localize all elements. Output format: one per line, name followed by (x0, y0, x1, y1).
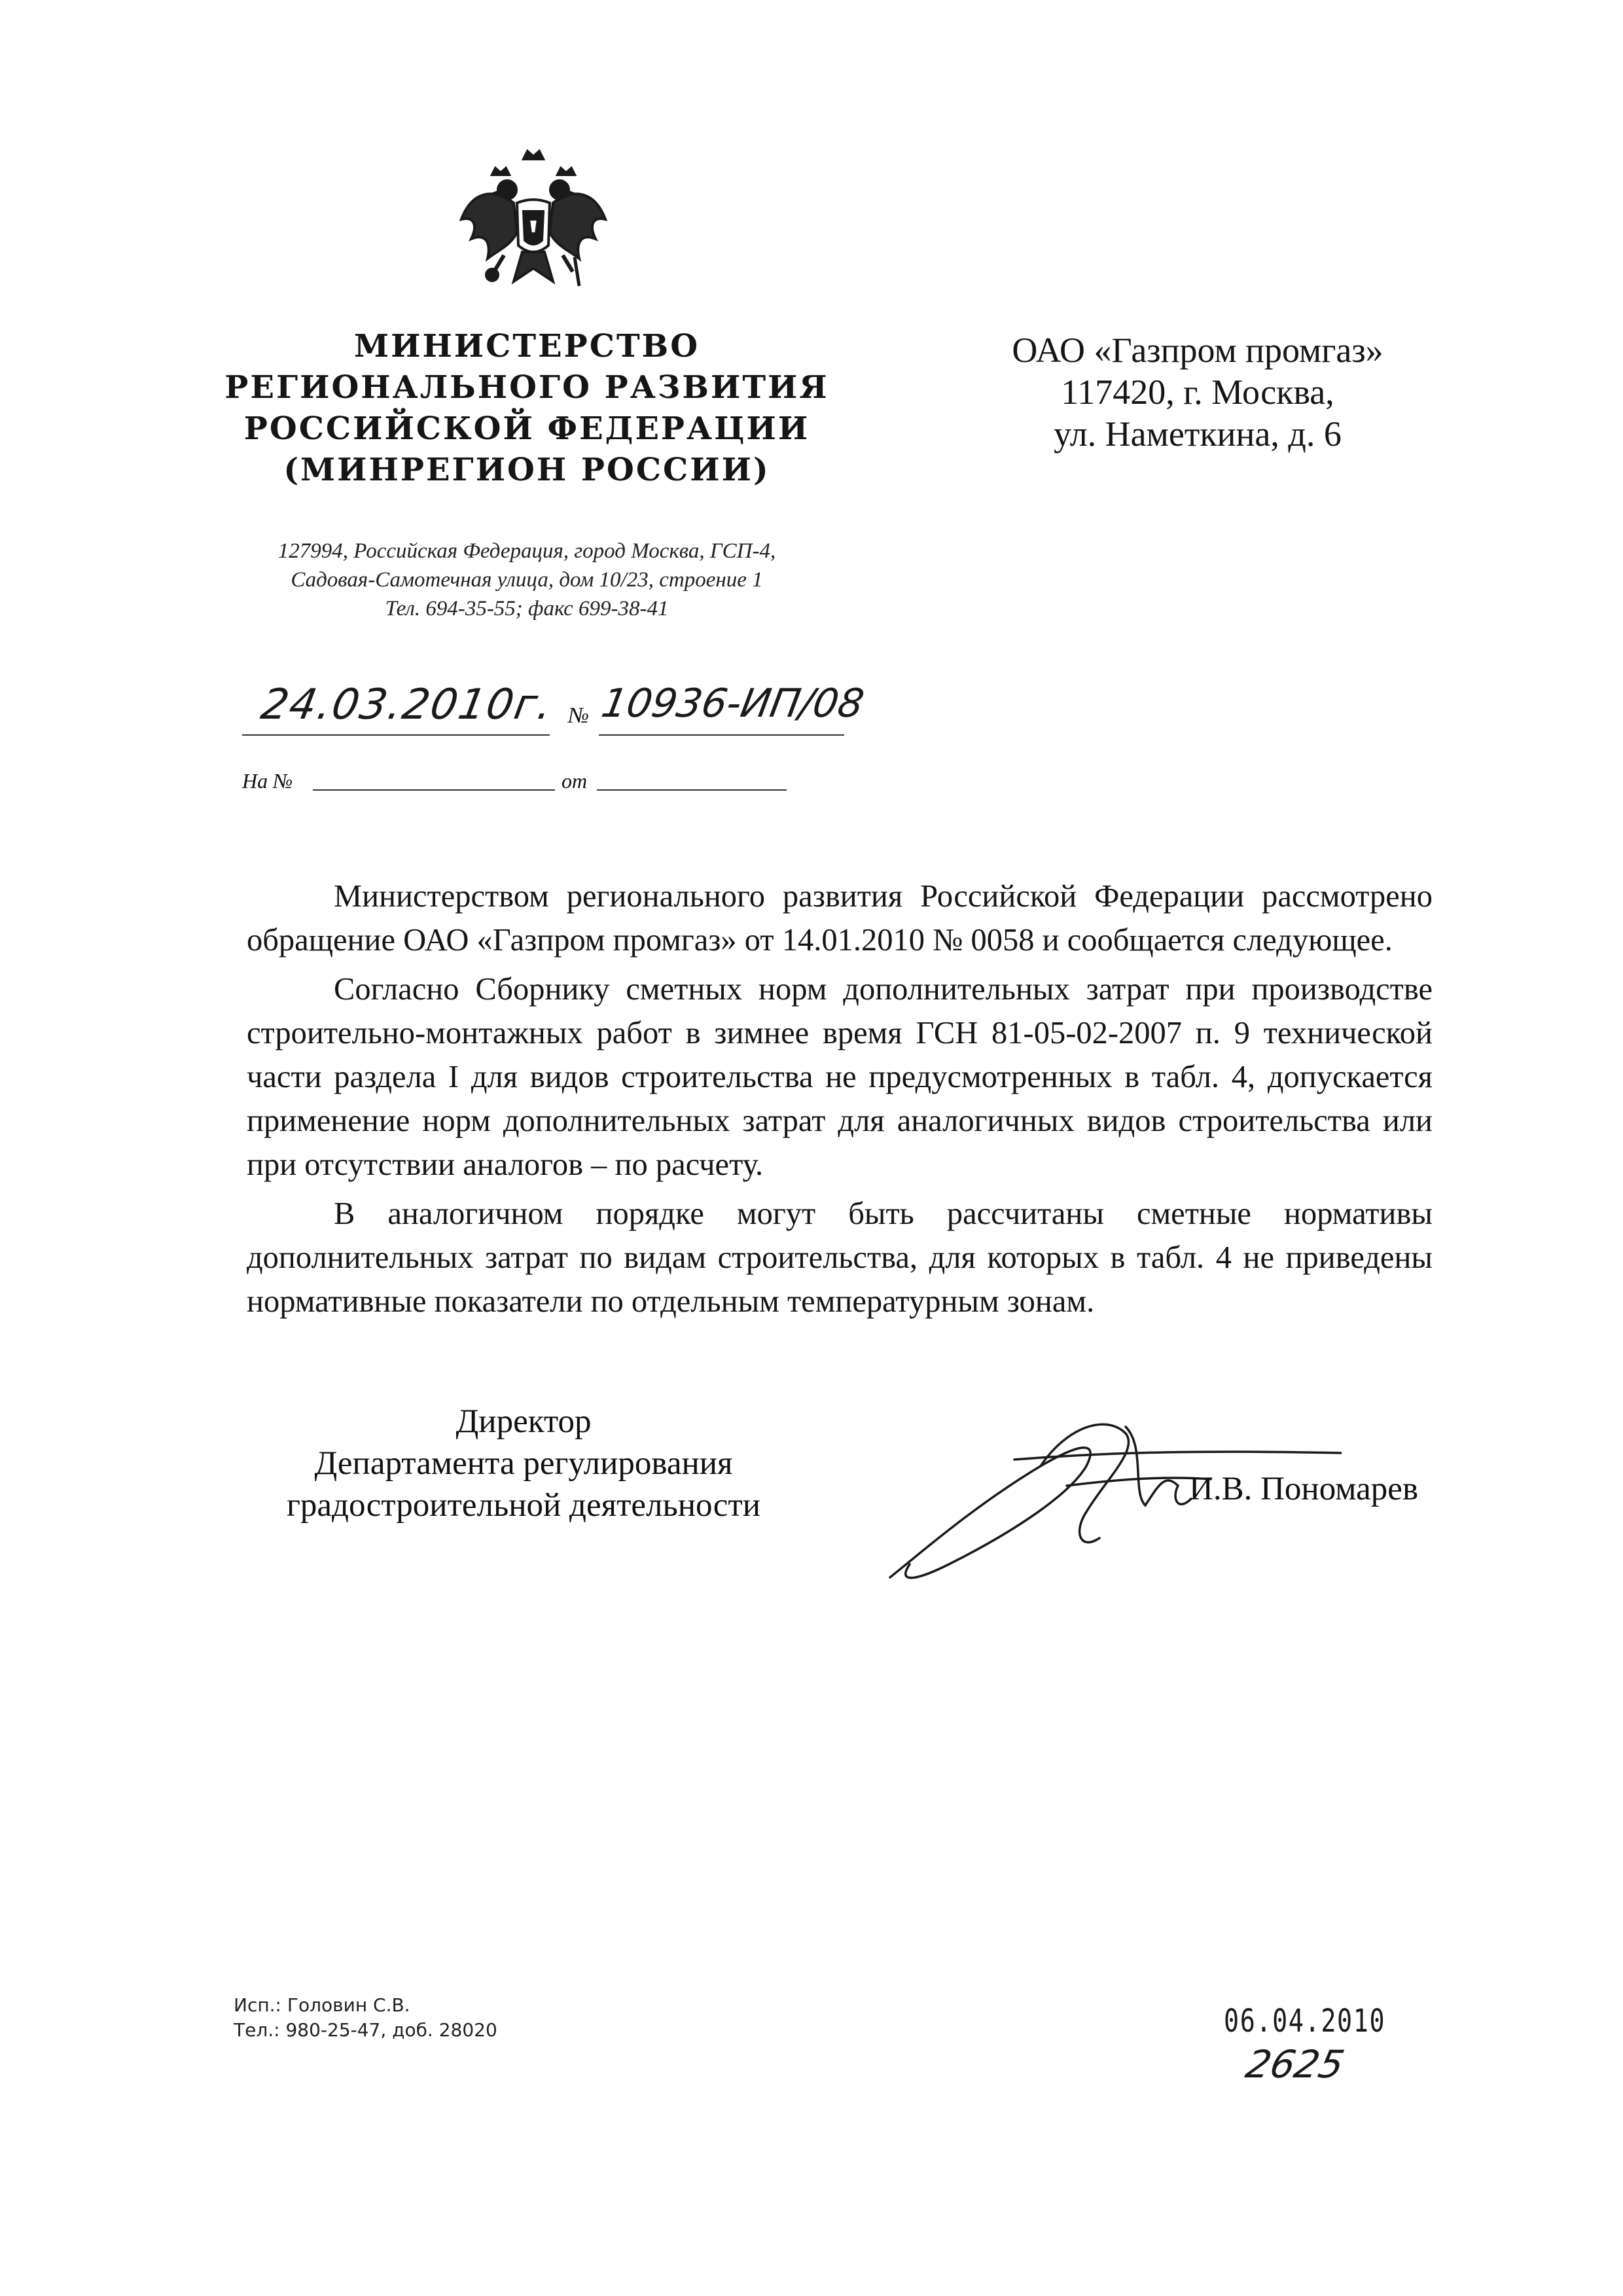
executor-info (234, 1993, 497, 2043)
reference-from-label: от (562, 769, 588, 793)
incoming-stamp-date: 06.04.2010 (1224, 2003, 1386, 2039)
outgoing-date: 24.03.2010г. (257, 681, 557, 729)
incoming-stamp-number: 2625 (1241, 2042, 1348, 2087)
executor-phone: Тел.: 980-25-47, доб. 28020 (234, 2019, 497, 2041)
number-label: № (568, 704, 590, 728)
body-paragraph: В аналогичном порядке могут быть рассчитаны сметные нормативы дополнительных затрат по видам строительства, для которых в табл. 4 не приведены нормативные показатели по отдельным температурным зонам. (247, 1196, 1433, 1319)
number-underline (599, 734, 844, 736)
ministry-short-name: (МИНРЕГИОН РОССИИ) (283, 452, 770, 488)
ministry-name-line: РЕГИОНАЛЬНОГО РАЗВИТИЯ (224, 369, 829, 406)
body-paragraph: Министерством регионального развития Российской Федерации рассмотрено обращение ОАО «Газпром промгаз» от 14.01.2010 № 0058 и сообщается следующее. (247, 879, 1433, 958)
letter-body (247, 874, 1433, 1329)
body-paragraph: Согласно Сборнику сметных норм дополнительных затрат при производстве строительно-монтажных работ в зимнее время ГСН 81-05-02-2007 п. 9 технической части раздела I для видов строительства не предусмотренных в табл. 4, допускается применение норм дополнительных затрат для аналогичных видов строительства или при отсутствии аналогов – по расчету. (247, 972, 1433, 1182)
ministry-address (216, 537, 838, 623)
executor-name: Исп.: Головин С.В. (234, 1994, 410, 2016)
recipient-block (916, 329, 1479, 455)
outgoing-number: 10936-ИП/08 (597, 681, 868, 726)
signer-title-line: градостроительной деятельности (286, 1487, 761, 1524)
contacts-line: Тел. 694-35-55; факс 699-38-41 (385, 597, 669, 620)
date-underline (242, 734, 550, 736)
address-line: Садовая-Самотечная улица, дом 10/23, строение 1 (291, 568, 763, 592)
signer-title-line: Директор (455, 1403, 592, 1440)
ministry-name-line: МИНИСТЕРСТВО (353, 328, 700, 365)
signer-title (262, 1401, 785, 1526)
recipient-address-line: 117420, г. Москва, (1061, 372, 1334, 412)
recipient-name: ОАО «Газпром промгаз» (1012, 331, 1383, 370)
ministry-name-line: РОССИЙСКОЙ ФЕДЕРАЦИИ (243, 410, 810, 447)
signer-name: И.В. Пономарев (1189, 1471, 1419, 1507)
reference-number-label: На № (242, 769, 293, 793)
recipient-address-line: ул. Наметкина, д. 6 (1054, 414, 1342, 454)
reference-date-underline (597, 789, 787, 791)
signer-title-line: Департамента регулирования (314, 1445, 733, 1482)
reference-number-underline (313, 789, 555, 791)
address-line: 127994, Российская Федерация, город Москва, ГСП-4, (277, 539, 776, 563)
coat-of-arms-icon (452, 141, 615, 298)
ministry-header (196, 326, 857, 491)
